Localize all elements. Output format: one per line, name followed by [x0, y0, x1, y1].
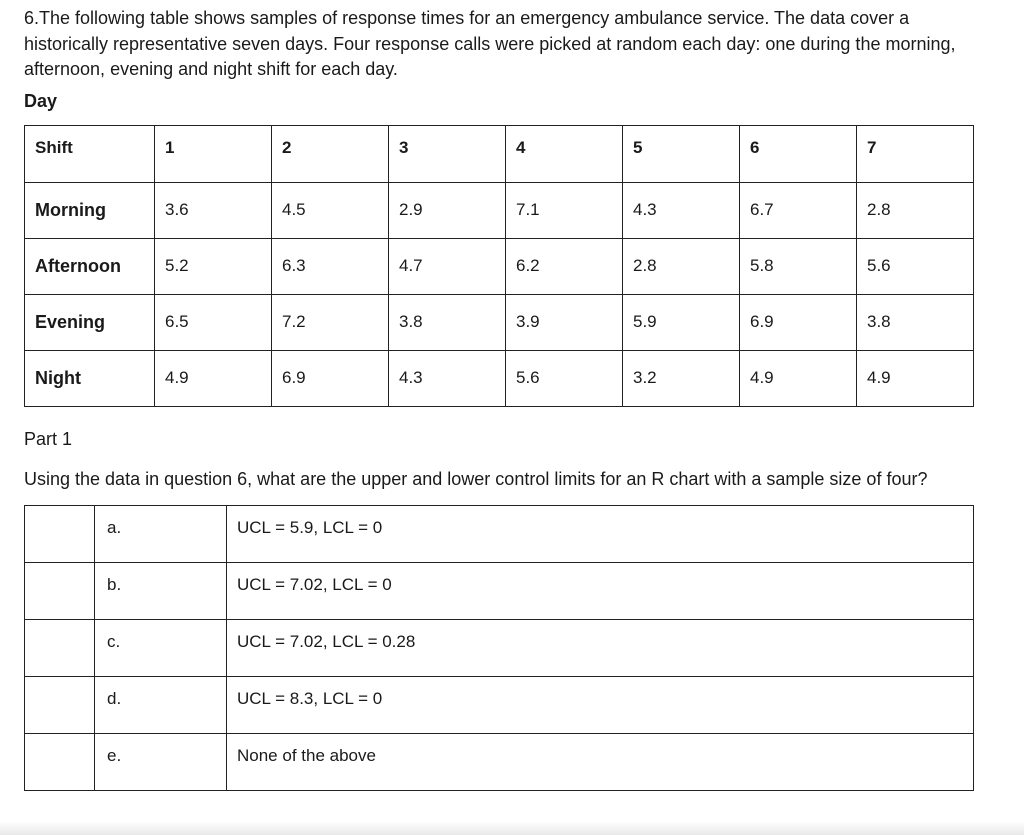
shift-label: Night — [25, 350, 155, 406]
choice-selector[interactable] — [25, 733, 95, 790]
answer-choices-table — [24, 505, 974, 791]
answer-choice-a[interactable] — [25, 505, 974, 562]
table-row-night — [25, 350, 974, 406]
header-day-5: 5 — [623, 125, 740, 182]
question-text: Using the data in question 6, what are the upper and lower control limits for an R chart with a sample size of four? — [24, 468, 928, 489]
day-label: Day — [24, 90, 58, 111]
header-day-7: 7 — [857, 125, 974, 182]
header-day-6: 6 — [740, 125, 857, 182]
choice-letter: e. — [95, 733, 227, 790]
choice-text: None of the above — [227, 733, 974, 790]
question-intro: 6.The following table shows samples of response times for an emergency ambulance service. The data cover a historically representative seven days. Four response calls were picked at random each day: one during the morning, afternoon, evening and night shift for each day. — [24, 8, 956, 79]
table-cell: 5.2 — [155, 238, 272, 294]
choice-text: UCL = 7.02, LCL = 0 — [227, 562, 974, 619]
table-cell: 7.2 — [272, 294, 389, 350]
table-cell: 6.9 — [272, 350, 389, 406]
table-cell: 3.8 — [389, 294, 506, 350]
table-cell: 4.5 — [272, 182, 389, 238]
table-cell: 4.3 — [623, 182, 740, 238]
table-cell: 7.1 — [506, 182, 623, 238]
table-cell: 5.9 — [623, 294, 740, 350]
table-cell: 3.6 — [155, 182, 272, 238]
table-cell: 4.9 — [857, 350, 974, 406]
table-cell: 4.9 — [155, 350, 272, 406]
header-day-4: 4 — [506, 125, 623, 182]
table-cell: 6.3 — [272, 238, 389, 294]
table-cell: 6.5 — [155, 294, 272, 350]
table-cell: 6.7 — [740, 182, 857, 238]
choice-text: UCL = 5.9, LCL = 0 — [227, 505, 974, 562]
choice-selector[interactable] — [25, 676, 95, 733]
answer-choice-e[interactable] — [25, 733, 974, 790]
table-cell: 4.9 — [740, 350, 857, 406]
table-cell: 2.8 — [623, 238, 740, 294]
part-title: Part 1 — [24, 428, 73, 449]
table-cell: 2.9 — [389, 182, 506, 238]
bottom-shadow — [0, 821, 1024, 835]
choice-text: UCL = 8.3, LCL = 0 — [227, 676, 974, 733]
header-day-2: 2 — [272, 125, 389, 182]
table-header-row — [25, 125, 974, 182]
table-row-evening — [25, 294, 974, 350]
table-cell: 3.2 — [623, 350, 740, 406]
table-cell: 5.6 — [506, 350, 623, 406]
table-cell: 5.6 — [857, 238, 974, 294]
table-cell: 4.7 — [389, 238, 506, 294]
choice-selector[interactable] — [25, 562, 95, 619]
choice-letter: a. — [95, 505, 227, 562]
answer-choice-d[interactable] — [25, 676, 974, 733]
table-cell: 6.2 — [506, 238, 623, 294]
shift-label: Afternoon — [25, 238, 155, 294]
shift-label: Morning — [25, 182, 155, 238]
response-time-table — [24, 125, 974, 407]
header-day-1: 1 — [155, 125, 272, 182]
header-shift: Shift — [25, 125, 155, 182]
table-row-afternoon — [25, 238, 974, 294]
table-cell: 5.8 — [740, 238, 857, 294]
table-cell: 4.3 — [389, 350, 506, 406]
choice-selector[interactable] — [25, 619, 95, 676]
choice-text: UCL = 7.02, LCL = 0.28 — [227, 619, 974, 676]
table-cell: 6.9 — [740, 294, 857, 350]
answer-choice-b[interactable] — [25, 562, 974, 619]
table-cell: 3.9 — [506, 294, 623, 350]
choice-letter: b. — [95, 562, 227, 619]
answer-choice-c[interactable] — [25, 619, 974, 676]
choice-letter: d. — [95, 676, 227, 733]
table-cell: 3.8 — [857, 294, 974, 350]
question-page — [24, 6, 974, 791]
choice-selector[interactable] — [25, 505, 95, 562]
choice-letter: c. — [95, 619, 227, 676]
header-day-3: 3 — [389, 125, 506, 182]
shift-label: Evening — [25, 294, 155, 350]
table-row-morning — [25, 182, 974, 238]
table-cell: 2.8 — [857, 182, 974, 238]
